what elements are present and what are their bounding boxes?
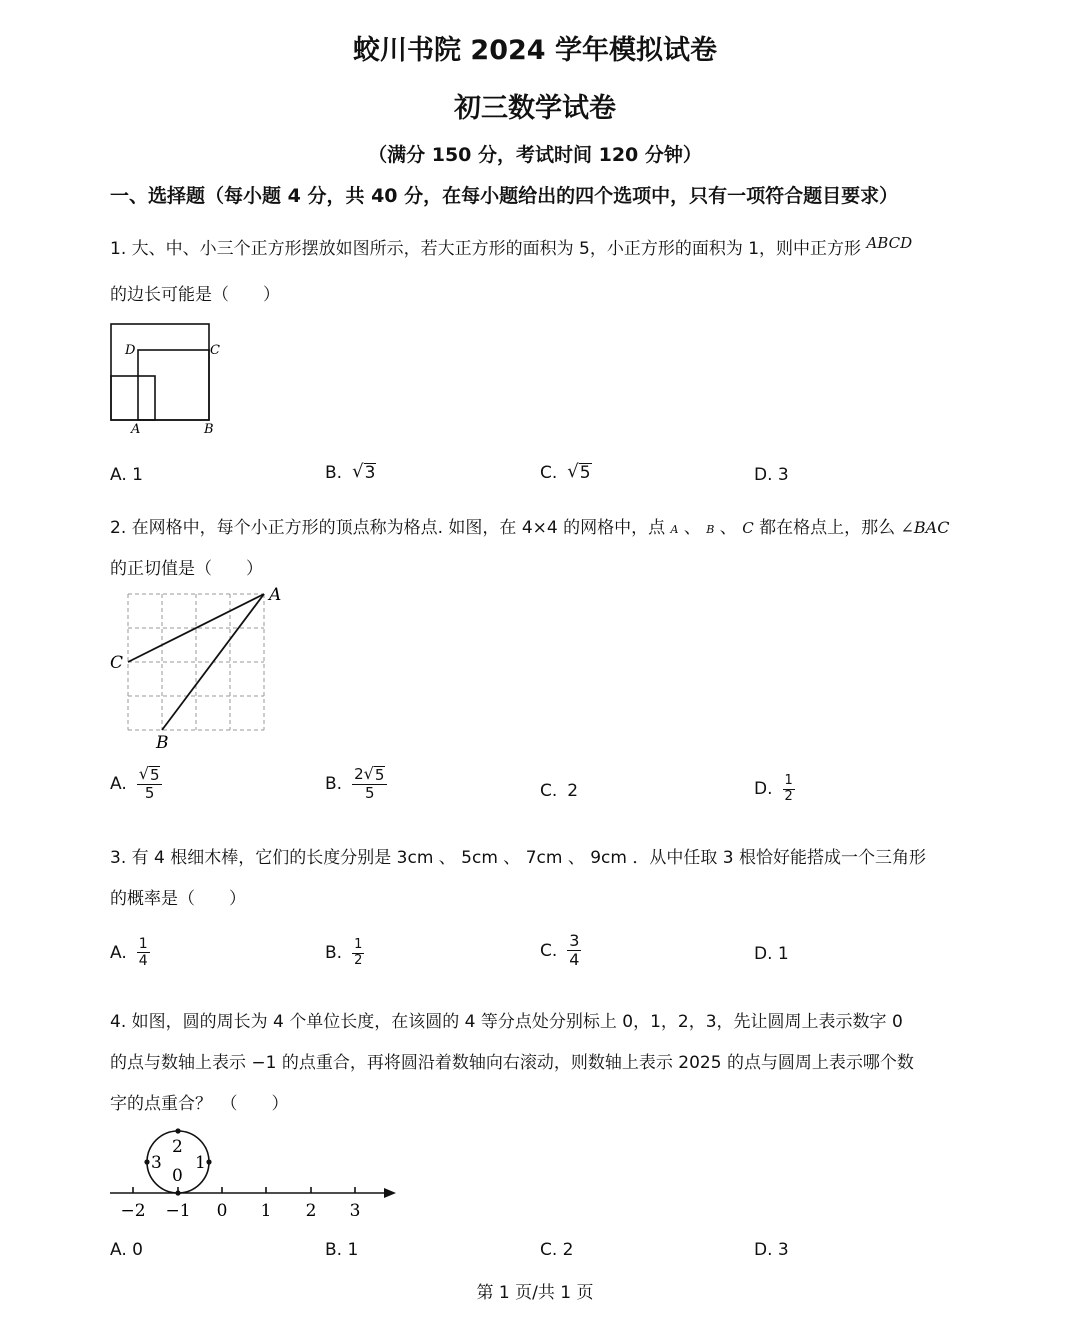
q1-small-square	[111, 376, 155, 420]
exam-info: （满分 150 分，考试时间 120 分钟）	[368, 144, 702, 166]
q1-line1	[110, 234, 912, 259]
q3-option-c[interactable]	[540, 932, 581, 970]
q2-option-a-label: A.	[110, 773, 127, 794]
q4-option-a-label: A. 0	[110, 1240, 143, 1260]
q3-option-b[interactable]	[325, 938, 364, 969]
q4-circle-point-2	[175, 1128, 180, 1133]
q4-option-b[interactable]	[325, 1240, 358, 1260]
q3-option-c-fraction: $\frac{3}{4}$	[569, 931, 580, 970]
q1-label-B: B	[204, 422, 214, 437]
q1-label-C: C	[210, 343, 220, 358]
q4-circle-label-3: 3	[151, 1153, 162, 1173]
q4-circle-point-1	[206, 1159, 211, 1164]
q2-angle: ∠BAC	[900, 518, 950, 537]
q1-option-c-label: C.	[540, 463, 558, 483]
q2-option-b-fraction: 2 √ 5 5	[352, 766, 387, 802]
q2-option-a-fraction: √ 5 5	[137, 766, 163, 802]
q2-line2: 的正切值是（ ）	[110, 559, 263, 579]
q3-option-d-label: D. 1	[754, 944, 789, 964]
q3-option-a-label: A.	[110, 942, 127, 963]
q4-circle-point-3	[144, 1159, 149, 1164]
q4-tick-label: 3	[349, 1201, 361, 1221]
q1-option-b-label: B.	[325, 463, 343, 483]
q1-option-a-label: A. 1	[110, 465, 143, 485]
q3-line2: 的概率是（ ）	[110, 889, 246, 909]
q2-sep-1: 、	[683, 518, 701, 538]
q2-option-c[interactable]	[540, 781, 578, 801]
q3-option-b-fraction: $\frac{1}{2}$	[354, 937, 363, 968]
q4-option-d-label: D. 3	[754, 1240, 789, 1260]
q4-option-c[interactable]	[540, 1240, 574, 1260]
q1-figure	[100, 315, 240, 440]
q2-option-d-label: D.	[754, 779, 773, 800]
sqrt-5: √ 5	[567, 461, 591, 484]
q4-option-b-label: B. 1	[325, 1240, 359, 1260]
q4-option-c-label: C. 2	[540, 1240, 574, 1260]
q3-option-c-label: C.	[540, 940, 558, 961]
q2-label-C: C	[110, 653, 124, 673]
exam-title: 蛟川书院 2024 学年模拟试卷	[353, 35, 717, 66]
q1-label-D: D	[125, 343, 136, 358]
q1-option-a[interactable]	[110, 465, 143, 485]
q2-option-d[interactable]	[754, 774, 795, 805]
q4-axis-arrow	[384, 1188, 396, 1198]
q4-circle-label-1: 1	[195, 1153, 206, 1173]
q1-option-d-label: D. 3	[754, 465, 789, 485]
q4-figure	[100, 1122, 410, 1227]
q4-tick-label: −1	[165, 1201, 191, 1221]
q2-option-a[interactable]	[110, 766, 162, 802]
exam-subtitle: 初三数学试卷	[454, 93, 616, 124]
q1-option-b[interactable]	[325, 463, 376, 483]
q4-line2: 的点与数轴上表示 −1 的点重合，再将圆沿着数轴向右滚动，则数轴上表示 2025 的点与圆周上表示哪个数	[110, 1053, 914, 1073]
q3-option-d[interactable]	[754, 944, 789, 964]
q2-point-c: C	[742, 519, 754, 537]
q2-label-A: A	[269, 585, 282, 605]
q2-point-b: B	[706, 523, 715, 536]
q4-line3: 字的点重合？ （ ）	[110, 1094, 289, 1114]
q2-option-c-label: C.	[540, 781, 558, 801]
sqrt-3: √ 3	[352, 461, 376, 484]
q2-sep-2: 、	[719, 518, 737, 538]
q2-figure	[105, 583, 295, 753]
q2-label-B: B	[156, 733, 169, 753]
q1-label-A: A	[131, 422, 141, 437]
q1-text: 1. 大、中、小三个正方形摆放如图所示，若大正方形的面积为 5，小正方形的面积为 1，则中正方形	[110, 239, 862, 259]
q3-option-a-fraction: $\frac{1}{4}$	[138, 936, 148, 970]
q3-option-a[interactable]	[110, 936, 150, 969]
q2-grid	[128, 594, 264, 730]
q4-tick-label: 2	[305, 1201, 317, 1221]
q2-option-b-label: B.	[325, 773, 343, 794]
q4-circle-label-0: 0	[172, 1166, 183, 1186]
q2-point-a: A	[670, 523, 679, 536]
q2-text-tail: 都在格点上，那么	[759, 518, 896, 538]
page-number: 第 1 页/共 1 页	[476, 1283, 594, 1303]
q1-middle-square	[138, 350, 209, 420]
q1-line2: 的边长可能是（ ）	[110, 285, 280, 305]
q2-option-b[interactable]	[325, 766, 387, 802]
q3-option-b-label: B.	[325, 943, 343, 964]
q4-option-d[interactable]	[754, 1240, 789, 1260]
q2-option-c-value: 2	[567, 781, 579, 801]
q3-line1: 3. 有 4 根细木棒，它们的长度分别是 3cm 、 5cm 、 7cm 、 9cm ．从中任取 3 根恰好能搭成一个三角形	[110, 848, 926, 868]
q4-tick-label: 0	[216, 1201, 228, 1221]
q2-option-d-fraction: $\frac{1}{2}$	[784, 773, 793, 804]
q4-option-a[interactable]	[110, 1240, 143, 1260]
q1-large-square	[111, 324, 209, 420]
q4-line1: 4. 如图，圆的周长为 4 个单位长度，在该圆的 4 等分点处分别标上 0，1，2，3，先让圆周上表示数字 0	[110, 1012, 903, 1032]
q4-tick-label: 1	[260, 1201, 272, 1221]
q4-tick-label: −2	[120, 1201, 146, 1221]
q1-option-d[interactable]	[754, 465, 789, 485]
q2-text: 2. 在网格中，每个小正方形的顶点称为格点. 如图，在 4×4 的网格中，点	[110, 518, 666, 538]
q1-var: ABCD	[866, 234, 913, 252]
section-title: 一、选择题（每小题 4 分，共 40 分，在每小题给出的四个选项中，只有一项符合题目要求）	[110, 185, 899, 207]
q1-option-c[interactable]	[540, 463, 592, 483]
q4-circle-label-2: 2	[172, 1137, 183, 1157]
q2-line1	[110, 513, 949, 538]
